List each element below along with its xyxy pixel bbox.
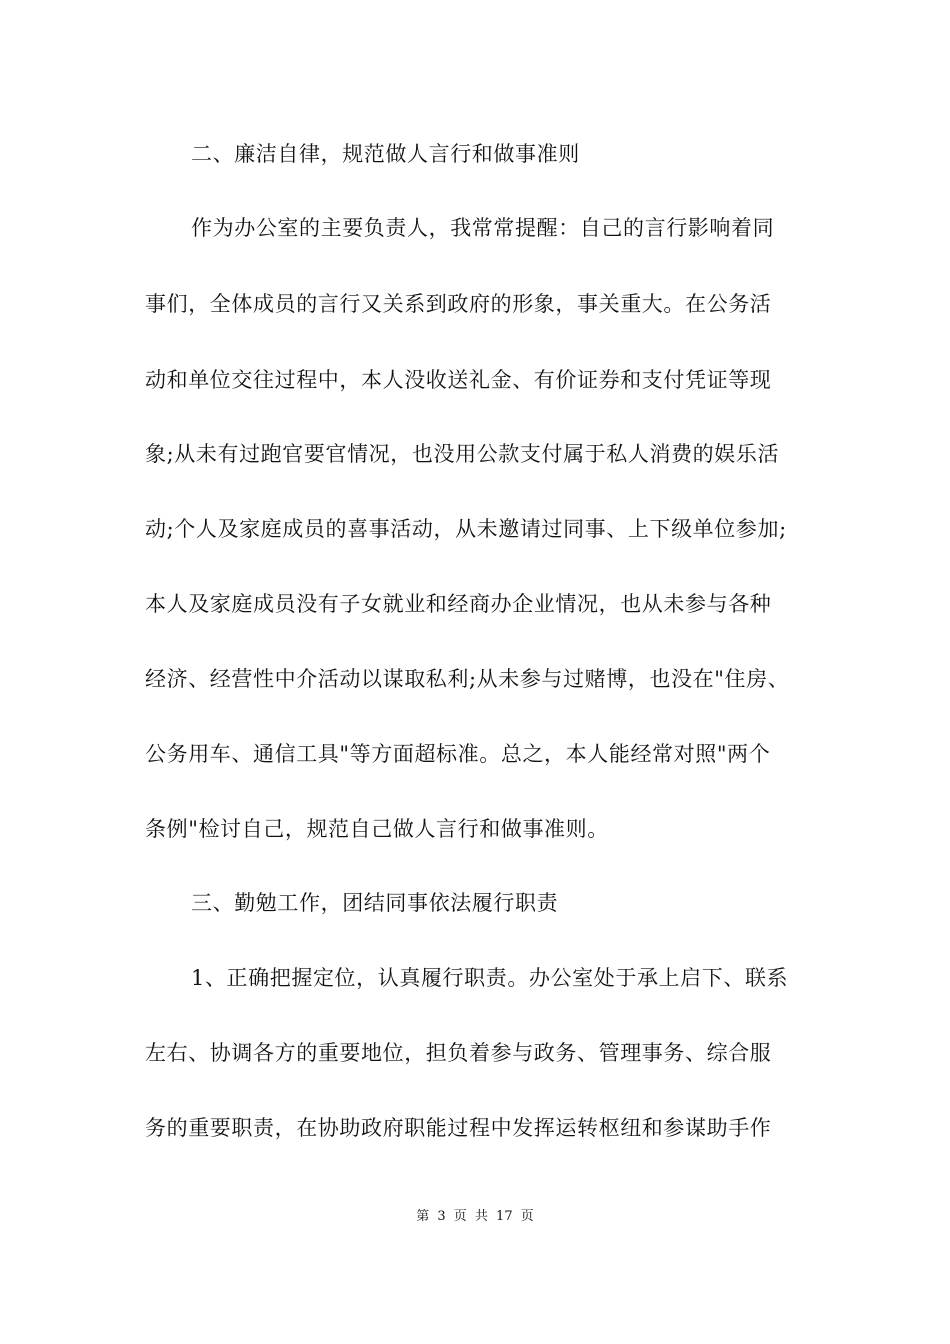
paragraph-line: 象;从未有过跑官要官情况，也没用公款支付属于私人消费的娱乐活 — [145, 442, 780, 466]
paragraph-line: 公务用车、通信工具"等方面超标准。总之，本人能经常对照"两个 — [145, 742, 771, 766]
paragraph-line: 经济、经营性中介活动以谋取私利;从未参与过赌博，也没在"住房、 — [145, 667, 790, 691]
paragraph-line: 作为办公室的主要负责人，我常常提醒：自己的言行影响着同 — [191, 216, 775, 240]
paragraph-line: 本人及家庭成员没有子女就业和经商办企业情况，也从未参与各种 — [145, 592, 772, 616]
paragraph-line: 1、正确把握定位，认真履行职责。办公室处于承上启下、联系 — [191, 966, 789, 990]
paragraph-line: 动和单位交往过程中，本人没收送礼金、有价证券和支付凭证等现 — [145, 368, 772, 392]
paragraph-line: 事们，全体成员的言行又关系到政府的形象，事关重大。在公务活 — [145, 292, 772, 316]
paragraph-line: 条例"检讨自己，规范自己做人言行和做事准则。 — [145, 817, 609, 841]
paragraph-line: 左右、协调各方的重要地位，担负着参与政务、管理事务、综合服 — [145, 1041, 772, 1065]
paragraph-line: 务的重要职责，在协助政府职能过程中发挥运转枢纽和参谋助手作 — [145, 1116, 772, 1140]
page-footer: 第 3 页 共 17 页 — [416, 1209, 534, 1224]
section-heading-2: 二、廉洁自律，规范做人言行和做事准则 — [191, 142, 580, 166]
paragraph-line: 动;个人及家庭成员的喜事活动，从未邀请过同事、上下级单位参加; — [145, 517, 787, 541]
section-heading-3: 三、勤勉工作，团结同事依法履行职责 — [191, 891, 559, 915]
